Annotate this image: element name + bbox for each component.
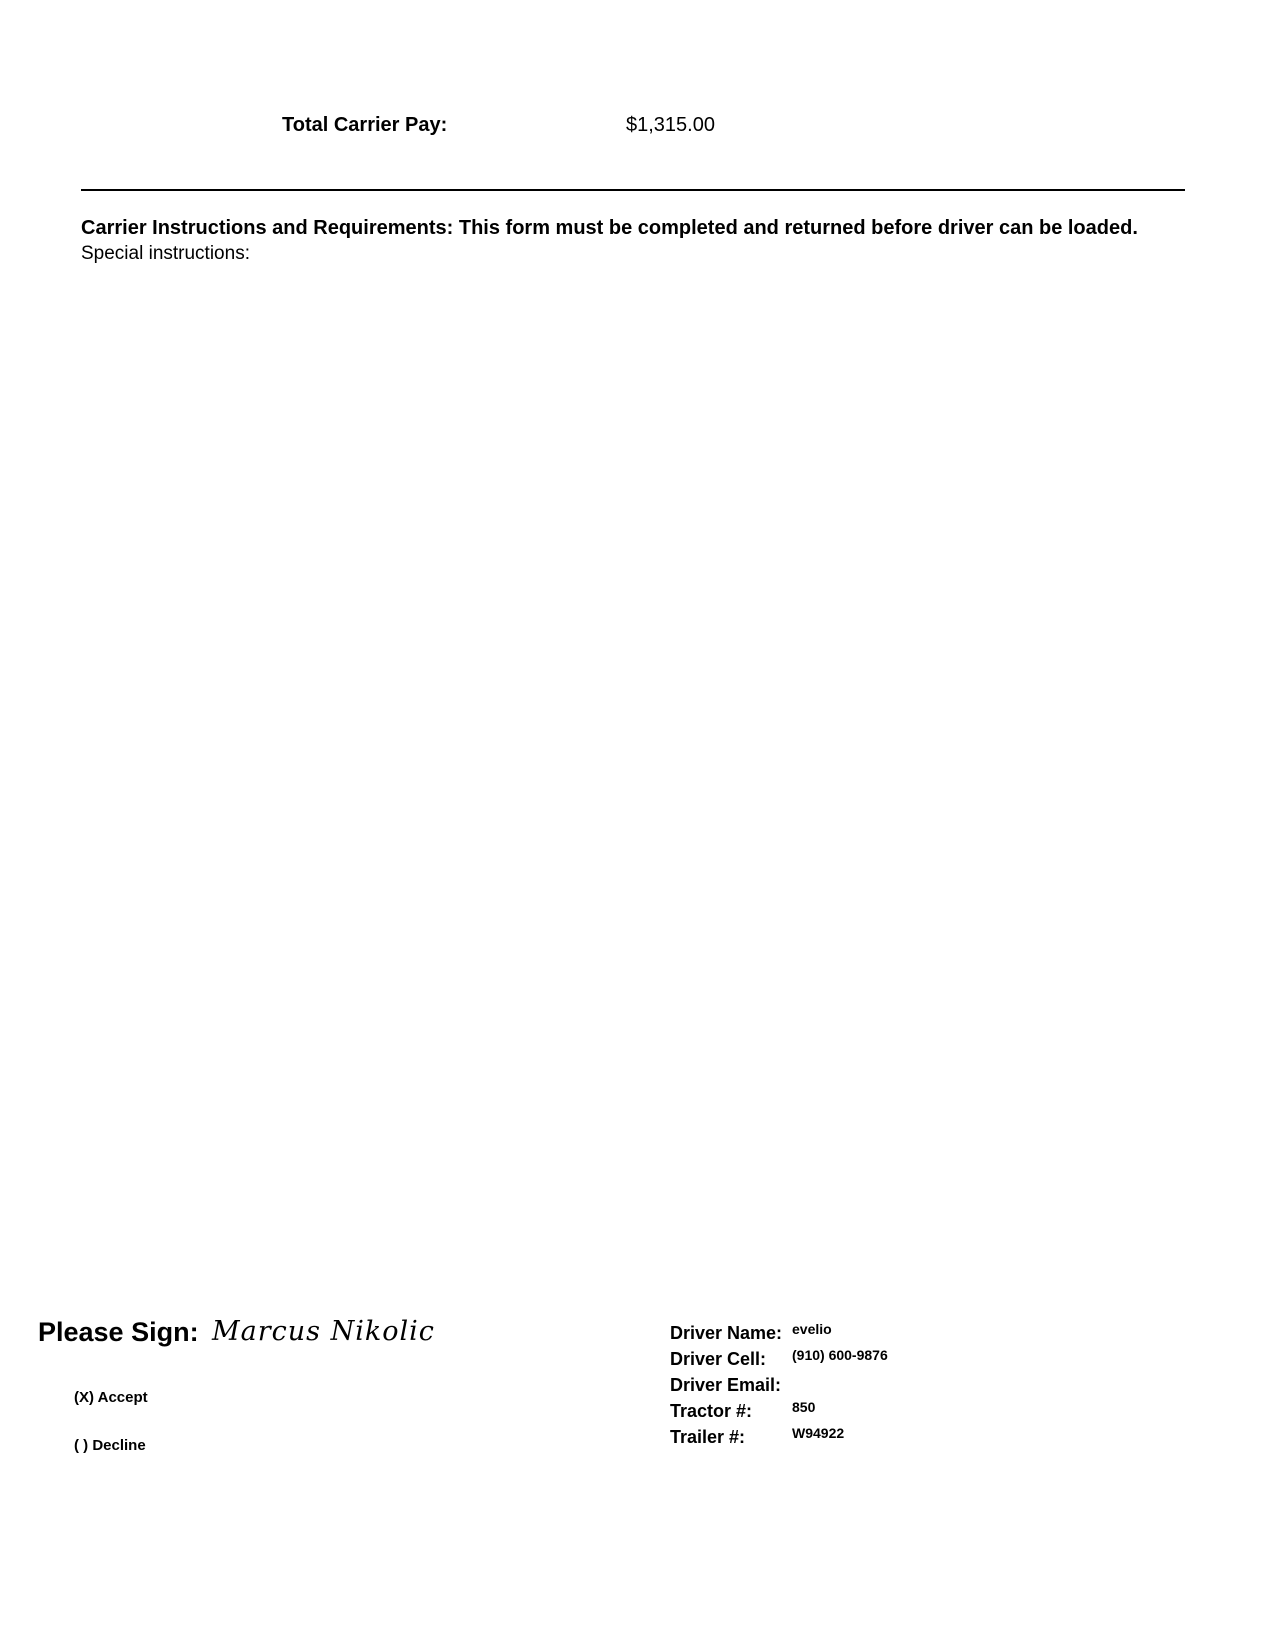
driver-name-label: Driver Name:: [670, 1323, 783, 1343]
trailer-number-label: Trailer #:: [670, 1427, 746, 1447]
tractor-number-value: 850: [792, 1399, 816, 1415]
tractor-number-label: Tractor #:: [670, 1401, 753, 1421]
driver-name-value: evelio: [792, 1321, 832, 1337]
carrier-instructions-heading: Carrier Instructions and Requirements: This form must be completed and returned before driver can be loaded.: [81, 217, 1138, 239]
total-carrier-pay-value: $1,315.00: [626, 114, 715, 136]
handwritten-signature: Marcus Nikolic: [212, 1316, 435, 1347]
driver-email-label: Driver Email:: [670, 1375, 782, 1395]
trailer-number-value: W94922: [792, 1425, 845, 1441]
driver-cell-label: Driver Cell:: [670, 1349, 767, 1369]
driver-cell-value: (910) 600-9876: [792, 1347, 888, 1363]
total-carrier-pay-label: Total Carrier Pay:: [282, 114, 448, 136]
decline-option[interactable]: ( ) Decline: [74, 1437, 146, 1454]
accept-option[interactable]: (X) Accept: [74, 1389, 148, 1406]
special-instructions-label: Special instructions:: [81, 243, 250, 264]
please-sign-label: Please Sign:: [38, 1317, 199, 1347]
section-divider: [81, 189, 1185, 191]
